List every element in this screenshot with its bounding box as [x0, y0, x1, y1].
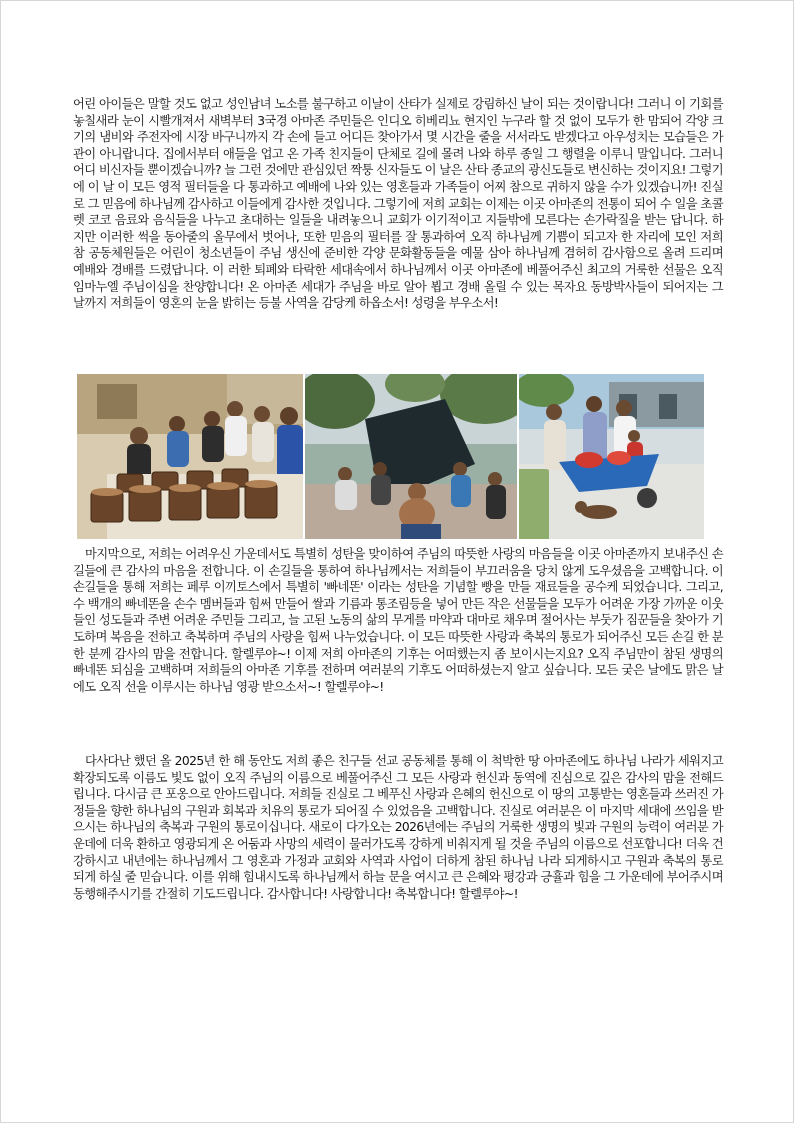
paragraph-panettone-thanks: 마지막으로, 저희는 어려우신 가운데서도 특별히 성탄을 맞이하여 주님의 따뜻한 사랑의 마음들을 이곳 아마존까지 보내주신 손길들에 큰 감사의 마음을 전합니다. 이 손길들을 통하여 하나님께서는 저희들이 부끄러움을 당치 않게 도우셨음을 고백합니다. 이 손길들을 통해 저희는 페루 이끼토스에서 특별히 '빠네똔' 이라는 성탄을 기념할 빵을 만들 재료들을 공수케 되었습니다. 그리고, 수 백개의 빠네똔을 손수 멤버들과 힘써 만들어 쌀과 기름과 통조림등을 넣어 만든 작은 선물들을 모두가 어려운 가장 가까운 이웃들인 성도들과 주변 어려운 주민들 그리고, 늘 고된 노동의 삶의 무게를 마약과 대마로 채우며 절어사는 부둣가 짐꾼들을 찾아가 기도하며 복음을 전하고 축복하며 주님의 사랑을 힘써 나누었습니다. 이 모든 따뜻한 사랑과 축복의 통로가 되어주신 모든 손길 한 분 한 분께 감사의 맘을 전합니다. 할렐루야~! 이제 저희 아마존의 기후는 어떠했는지 좀 보이시는지요? 오직 주님만이 참된 생명의 빠네똔 되심을 고백하며 저희들의 아마존 기후를 전하며 여러분의 기후도 어떠하셨는지 알고 싶습니다. 모든 궂은 날에도 맑은 날에도 오직 선을 이루시는 하나님 영광 받으소서~! 할렐루야~! [73, 547, 723, 694]
photo-outdoor-gathering [305, 374, 517, 539]
photo-panettone-baking-group-icon [77, 374, 303, 539]
photo-family-wheelbarrow [519, 374, 704, 539]
photo-outdoor-gathering-tarp-icon [305, 374, 517, 539]
photo-panettone-baking [77, 374, 303, 539]
photo-strip [77, 374, 704, 539]
paragraph-christmas-service: 어린 아이들은 말할 것도 없고 성인남녀 노소를 불구하고 이날이 산타가 실제로 강림하신 날이 되는 것이랍니다! 그러니 이 기회를 놓칠새라 눈이 시빨개져서 새벽부터 3국경 아마존 주민들은 인디오 히베리뇨 현지인 누구라 할 것 없이 모두가 한 맘되어 각양 크기의 냄비와 주전자에 시장 바구니까지 각 손에 들고 어디든 찾아가서 몇 시간을 줄을 서서라도 받겠다고 아우성치는 모습들은 가관이 아니랍니다. 집에서부터 애들을 업고 온 가족 친지들이 단체로 길에 몰려 나와 하루 종일 그 행렬을 이루니 말입니다. 그러니 어디 비신자들 뿐이겠습니까? 늘 그런 것에만 관심있던 짝퉁 신자들도 이 날은 산타 종교의 광신도들로 변신하는 것이지요! 그렇기에 이 날 이 모든 영적 필터들을 다 통과하고 예배에 나와 있는 영혼들과 가족들이 어찌 참으로 귀하지 않을 수가 있겠습니까! 진실로 그 믿음에 하나님께 감사하고 이들에게 감사한 것입니다. 그렇기에 저희 교회는 이제는 이곳 아마존의 전통이 되어 수 일을 초콜렛 코코 음료와 음식들을 나누고 초대하는 일들을 내려놓으니 교회가 이기적이고 지들밖에 모른다는 손가락질을 받는 답니다. 하지만 이러한 썩을 동아줄의 올무에서 벗어나, 또한 믿음의 필터를 잘 통과하여 오직 하나님께 기쁨이 되고자 한 자리에 모인 저희 참 공동체원들은 어린이 청소년들이 주님 생신에 준비한 각양 문화활동들을 예물 삼아 하나님께 겸허히 감사함으로 올려 드리며 예배와 경배를 드렸답니다. 이 러한 퇴폐와 타락한 세대속에서 하나님께서 이곳 아마존에 베풀어주신 최고의 거룩한 선물은 오직 임마누엘 주님이심을 찬양합니다! 온 아마존 세대가 주님을 바로 알아 뵙고 경배 올릴 수 있는 목자요 동방박사들이 되어지는 그 날까지 저희들이 영혼의 눈을 밝히는 등불 사역을 감당케 하옵소서! 성령을 부우소서! [73, 97, 723, 311]
photo-family-wheelbarrow-gifts-icon [519, 374, 704, 539]
paragraph-year-end-blessing: 다사다난 했던 올 2025년 한 해 동안도 저희 좋은 친구들 선교 공동체를 통해 이 척박한 땅 아마존에도 하나님 나라가 세워지고 확장되도록 이름도 빛도 없이 오직 주님의 이름으로 베풀어주신 그 모든 사랑과 헌신과 동역에 진심으로 깊은 감사의 맘을 전해드립니다. 다시금 큰 포옹으로 안아드립니다. 저희들 진실로 그 베푸신 사랑과 은혜의 헌신으로 이 땅의 고통받는 영혼들과 쓰러진 가정들을 향한 하나님의 구원과 회복과 치유의 통로가 되어질 수 있었음을 고백합니다. 진실로 여러분은 이 마지막 세대에 쓰임을 받으시는 하나님의 축복과 구원의 통로이십니다. 새로이 다가오는 2026년에는 주님의 거룩한 생명의 빛과 구원의 능력이 여러분 가운데에 더욱 환하고 영광되게 온 어둠과 사망의 세력이 물러가도록 강하게 비춰지게 될 것을 주님의 이름으로 선포합니다! 더욱 건강하시고 내년에는 하나님께서 그 영혼과 가정과 교회와 사역과 사업이 더하게 참된 하나님 나라 되게하시고 구원과 축복의 통로 되게 하실 줄 믿습니다. 이를 위해 힘내시도록 하나님께서 하늘 문을 여시고 큰 은혜와 평강과 긍휼과 힘을 그 가운데에 부어주시며 동행해주시기를 간절히 기도드립니다. 감사합니다! 사랑합니다! 축복합니다! 할렐루야~! [73, 754, 723, 901]
